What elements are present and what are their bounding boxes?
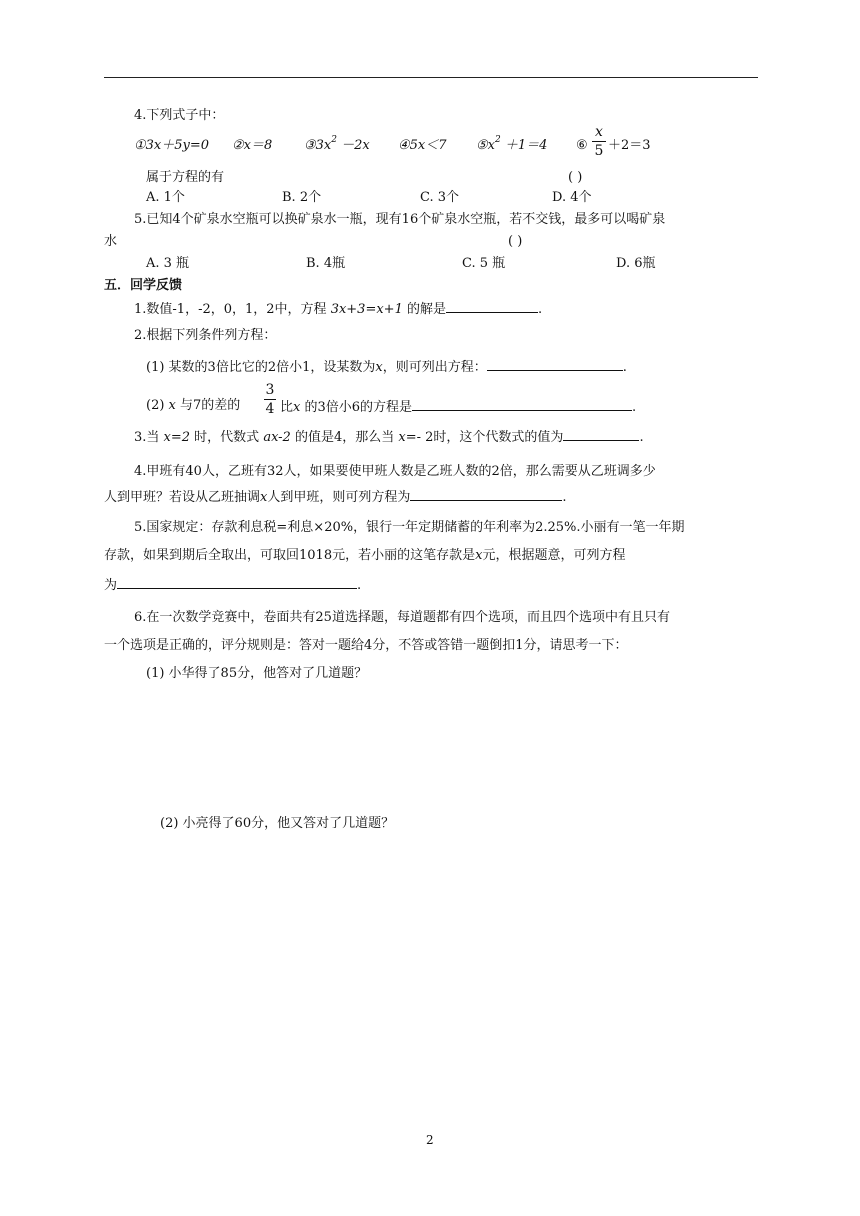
q5-choice-a: A. 3 瓶	[146, 256, 190, 271]
q5-line1: 5.已知4个矿泉水空瓶可以换矿泉水一瓶，现有16个矿泉水空瓶，若不交钱，最多可以喝矿泉	[134, 212, 666, 227]
answer-blank[interactable]	[410, 488, 562, 501]
q4-option-3: $③3x^2 -2x$	[304, 135, 370, 153]
q4-option-6-fraction	[592, 124, 606, 159]
f1-question: 1.数值-1，-2，0，1，2中，方程 3x+3=x+1 的解是 .	[134, 302, 543, 317]
fraction-denominator: 4	[265, 401, 275, 417]
f2-part2-a: (2) x 与7的差的	[146, 398, 241, 413]
q5-choice-c: C. 5 瓶	[462, 256, 506, 271]
q4-choice-d: D. 4个	[552, 190, 592, 205]
q4-option-1: ①3x＋5y=0	[134, 138, 210, 153]
fraction-bar	[264, 399, 276, 400]
fraction-bar	[592, 141, 606, 142]
q4-choice-a: A. 1个	[146, 190, 185, 205]
q4-choice-c: C. 3个	[420, 190, 460, 205]
f6-part1: (1) 小华得了85分，他答对了几道题？	[146, 666, 368, 681]
answer-blank[interactable]	[446, 300, 538, 313]
f5-line1: 5.国家规定：存款利息税=利息×20%，银行一年定期储蓄的年利率为2.25%.小丽有一笔一年期	[134, 520, 685, 535]
f5-line3: 为 .	[104, 578, 362, 593]
f5-line2: 存款，如果到期后全取出，可取回1018元，若小丽的这笔存款是x元，根据题意，可列方程	[104, 548, 626, 563]
q4-option-5: $⑤x^2 +1=4$	[476, 135, 548, 153]
f6-part2: (2) 小亮得了60分，他又答对了几道题？	[160, 816, 395, 831]
answer-blank[interactable]	[117, 576, 357, 589]
q4-option-6-label: ⑥	[576, 138, 588, 153]
q4-option-4: ④5x＜7	[398, 138, 447, 153]
f6-line1: 6.在一次数学竞赛中，卷面共有25道选择题，每道题都有四个选项，而且四个选项中有且只有	[134, 610, 670, 625]
q5-choice-d: D. 6瓶	[616, 256, 656, 271]
q4-choice-b: B. 2个	[282, 190, 322, 205]
answer-blank[interactable]	[412, 398, 632, 411]
f4-line2: 人到甲班？若设从乙班抽调x人到甲班，则可列方程为 .	[104, 490, 567, 505]
f2-part1: (1) 某数的3倍比它的2倍小1，设某数为x，则可列出方程： .	[146, 360, 627, 375]
q4-answer-paren: ( )	[568, 170, 583, 185]
q4-title: 4.下列式子中：	[134, 108, 225, 123]
f2-title: 2.根据下列条件列方程：	[134, 328, 277, 343]
f4-line1: 4.甲班有40人，乙班有32人，如果要使甲班人数是乙班人数的2倍，那么需要从乙班调多少	[134, 464, 656, 479]
answer-blank[interactable]	[563, 428, 639, 441]
header-rule	[104, 77, 758, 78]
answer-blank[interactable]	[487, 358, 623, 371]
page-number: 2	[426, 1133, 434, 1147]
f3-question: 3.当 x=2 时，代数式 ax-2 的值是4，那么当 x=- 2时，这个代数式的值为 .	[134, 430, 644, 445]
fraction-numerator: x	[595, 124, 603, 140]
q5-answer-paren: ( )	[508, 234, 523, 249]
f2-fraction	[264, 382, 276, 417]
f6-line2: 一个选项是正确的，评分规则是：答对一题给4分，不答或答错一题倒扣1分，请思考一下：	[104, 638, 628, 653]
fraction-denominator: 5	[594, 143, 604, 159]
q4-option-6-rest: ＋2＝3	[608, 138, 651, 153]
f2-part2-b: 比x 的3倍小6的方程是 .	[280, 400, 637, 415]
section-title: 五．回学反馈	[104, 278, 183, 293]
q4-option-2: ②x＝8	[232, 138, 273, 153]
q5-line2: 水	[104, 234, 118, 249]
fraction-numerator: 3	[265, 382, 275, 398]
q5-choice-b: B. 4瓶	[306, 256, 346, 271]
q4-stem: 属于方程的有	[146, 170, 225, 185]
